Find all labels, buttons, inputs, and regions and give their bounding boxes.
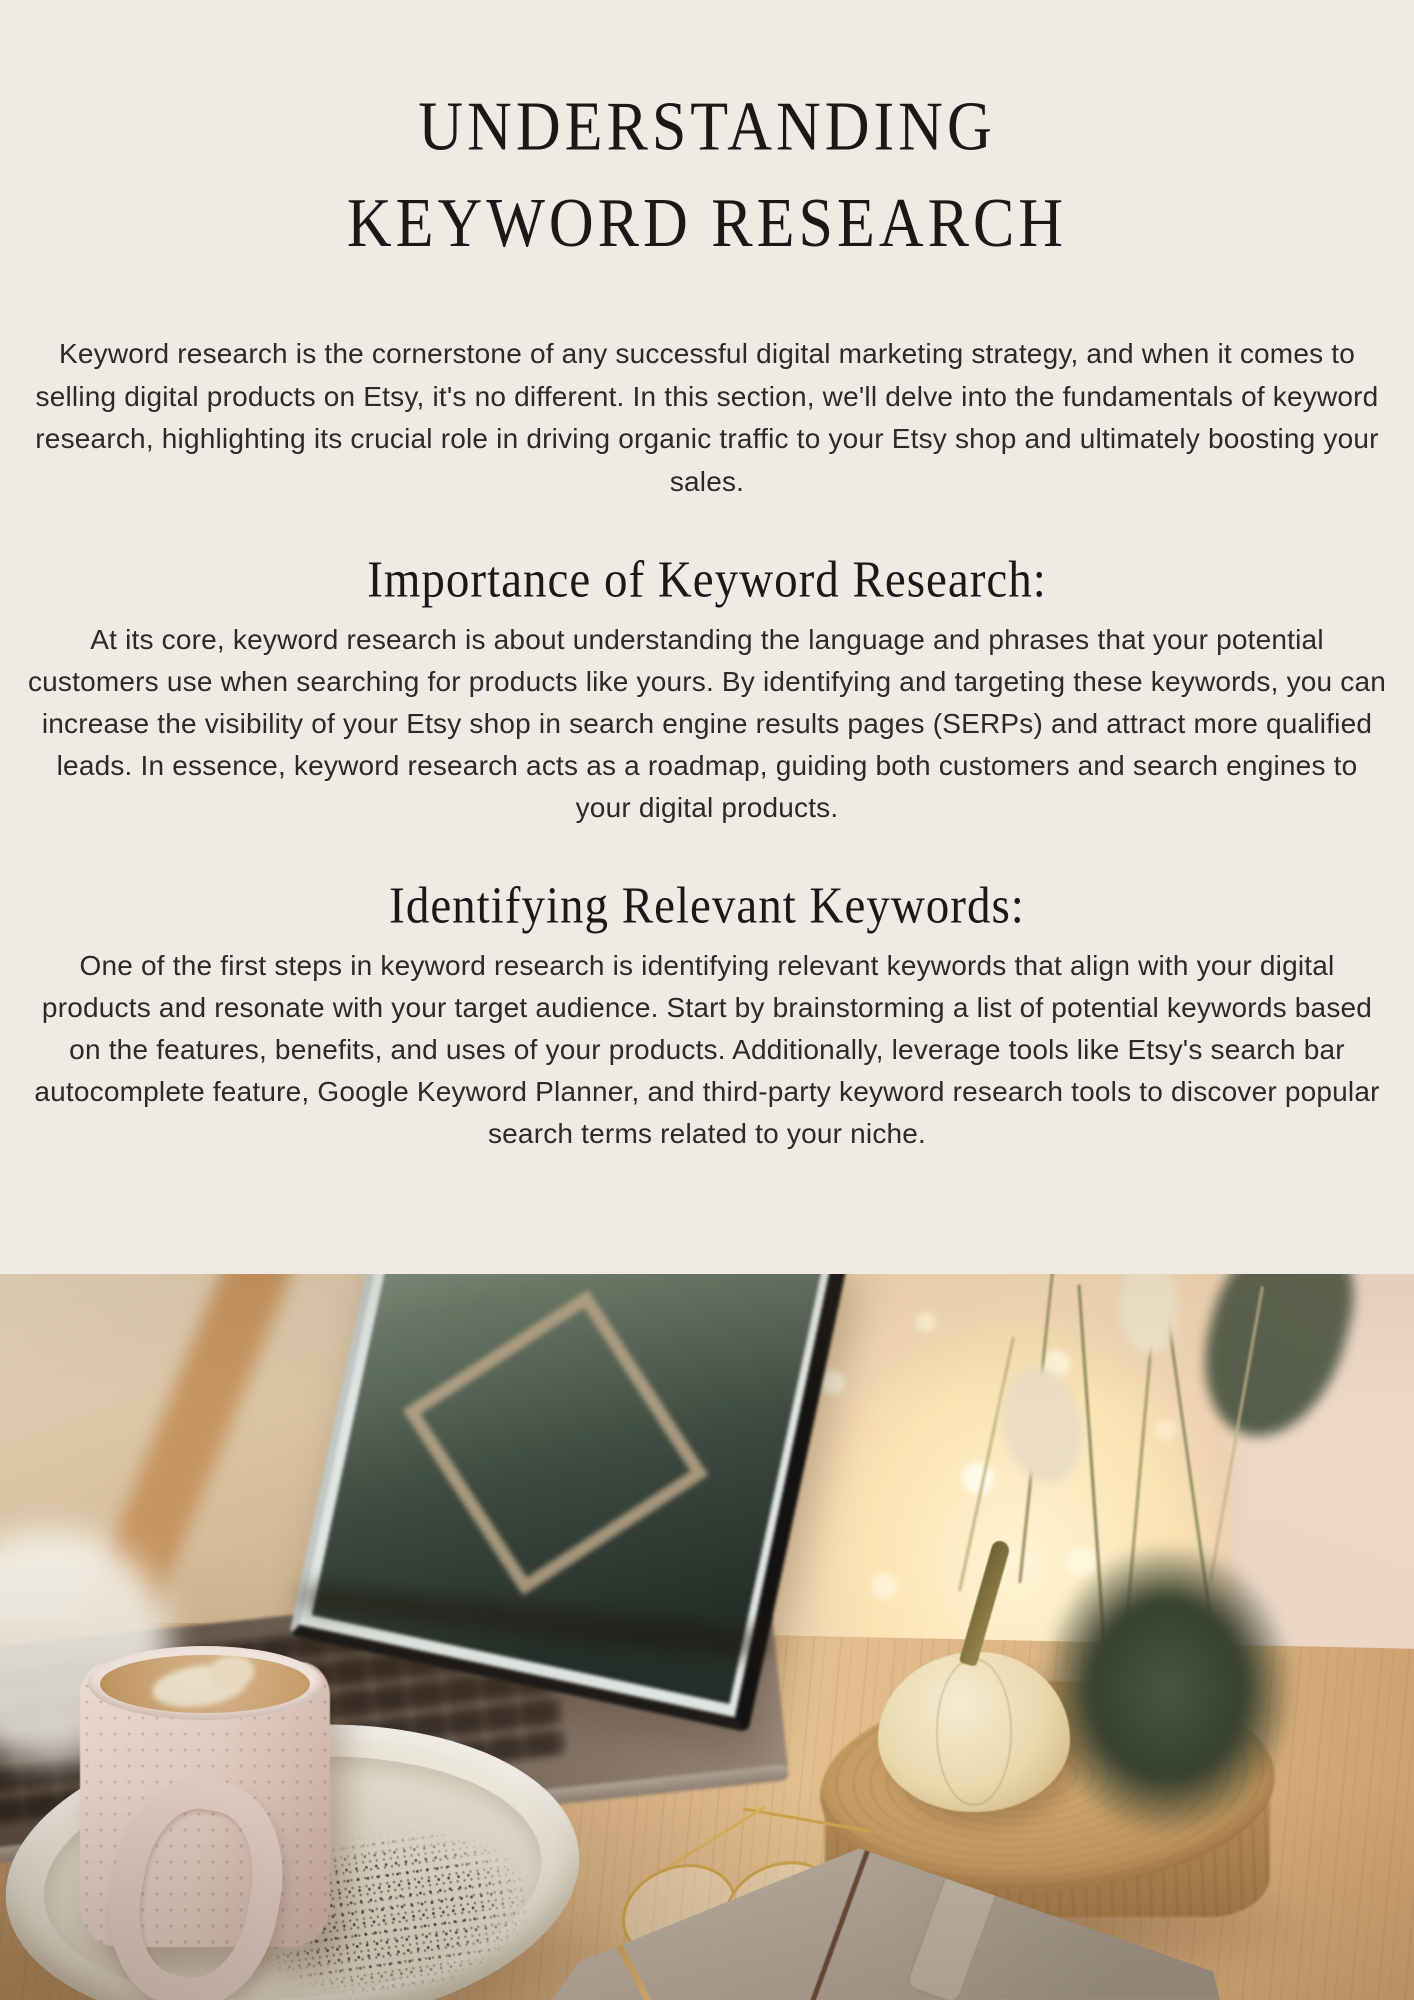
notebook-cord [808, 1847, 871, 2000]
section-heading-importance: Importance of Keyword Research: [367, 551, 1047, 609]
white-pumpkin [878, 1652, 1070, 1812]
page-title [0, 80, 1414, 272]
page-title-line1: UNDERSTANDING [418, 88, 996, 166]
section-body-identifying: One of the first steps in keyword research is identifying relevant keywords that align with your digital products and resonate with your target audience. Start by brainstorming a list of potential keywords based on the features, benefits, and uses of your products. Additionally, leverage tools like Etsy's search bar autocomplete feature, Google Keyword Planner, and third-party keyword research tools to discover popular search terms related to your niche. [34, 950, 1380, 1150]
page-title-line2: KEYWORD RESEARCH [346, 184, 1068, 261]
screen-diamond-frame [403, 1290, 709, 1596]
section-body-importance: At its core, keyword research is about understanding the language and phrases that your potential customers use when searching for products like yours. By identifying and targeting these keywords, you can increase the visibility of your Etsy shop in search engine results pages (SERPs) and attract more qualified leads. In essence, keyword research acts as a roadmap, guiding both customers and search engines to your digital products. [27, 624, 1387, 824]
intro-paragraph: Keyword research is the cornerstone of any successful digital marketing strategy, and when it comes to selling digital products on Etsy, it's no different. In this section, we'll delve into the fundamentals of keyword research, highlighting its crucial role in driving organic traffic to your Etsy shop and ultimately boosting your sales. [35, 338, 1379, 497]
workspace-photo [0, 1274, 1414, 2000]
dried-foliage-cluster [1040, 1542, 1295, 1837]
section-heading-identifying: Identifying Relevant Keywords: [389, 877, 1025, 935]
